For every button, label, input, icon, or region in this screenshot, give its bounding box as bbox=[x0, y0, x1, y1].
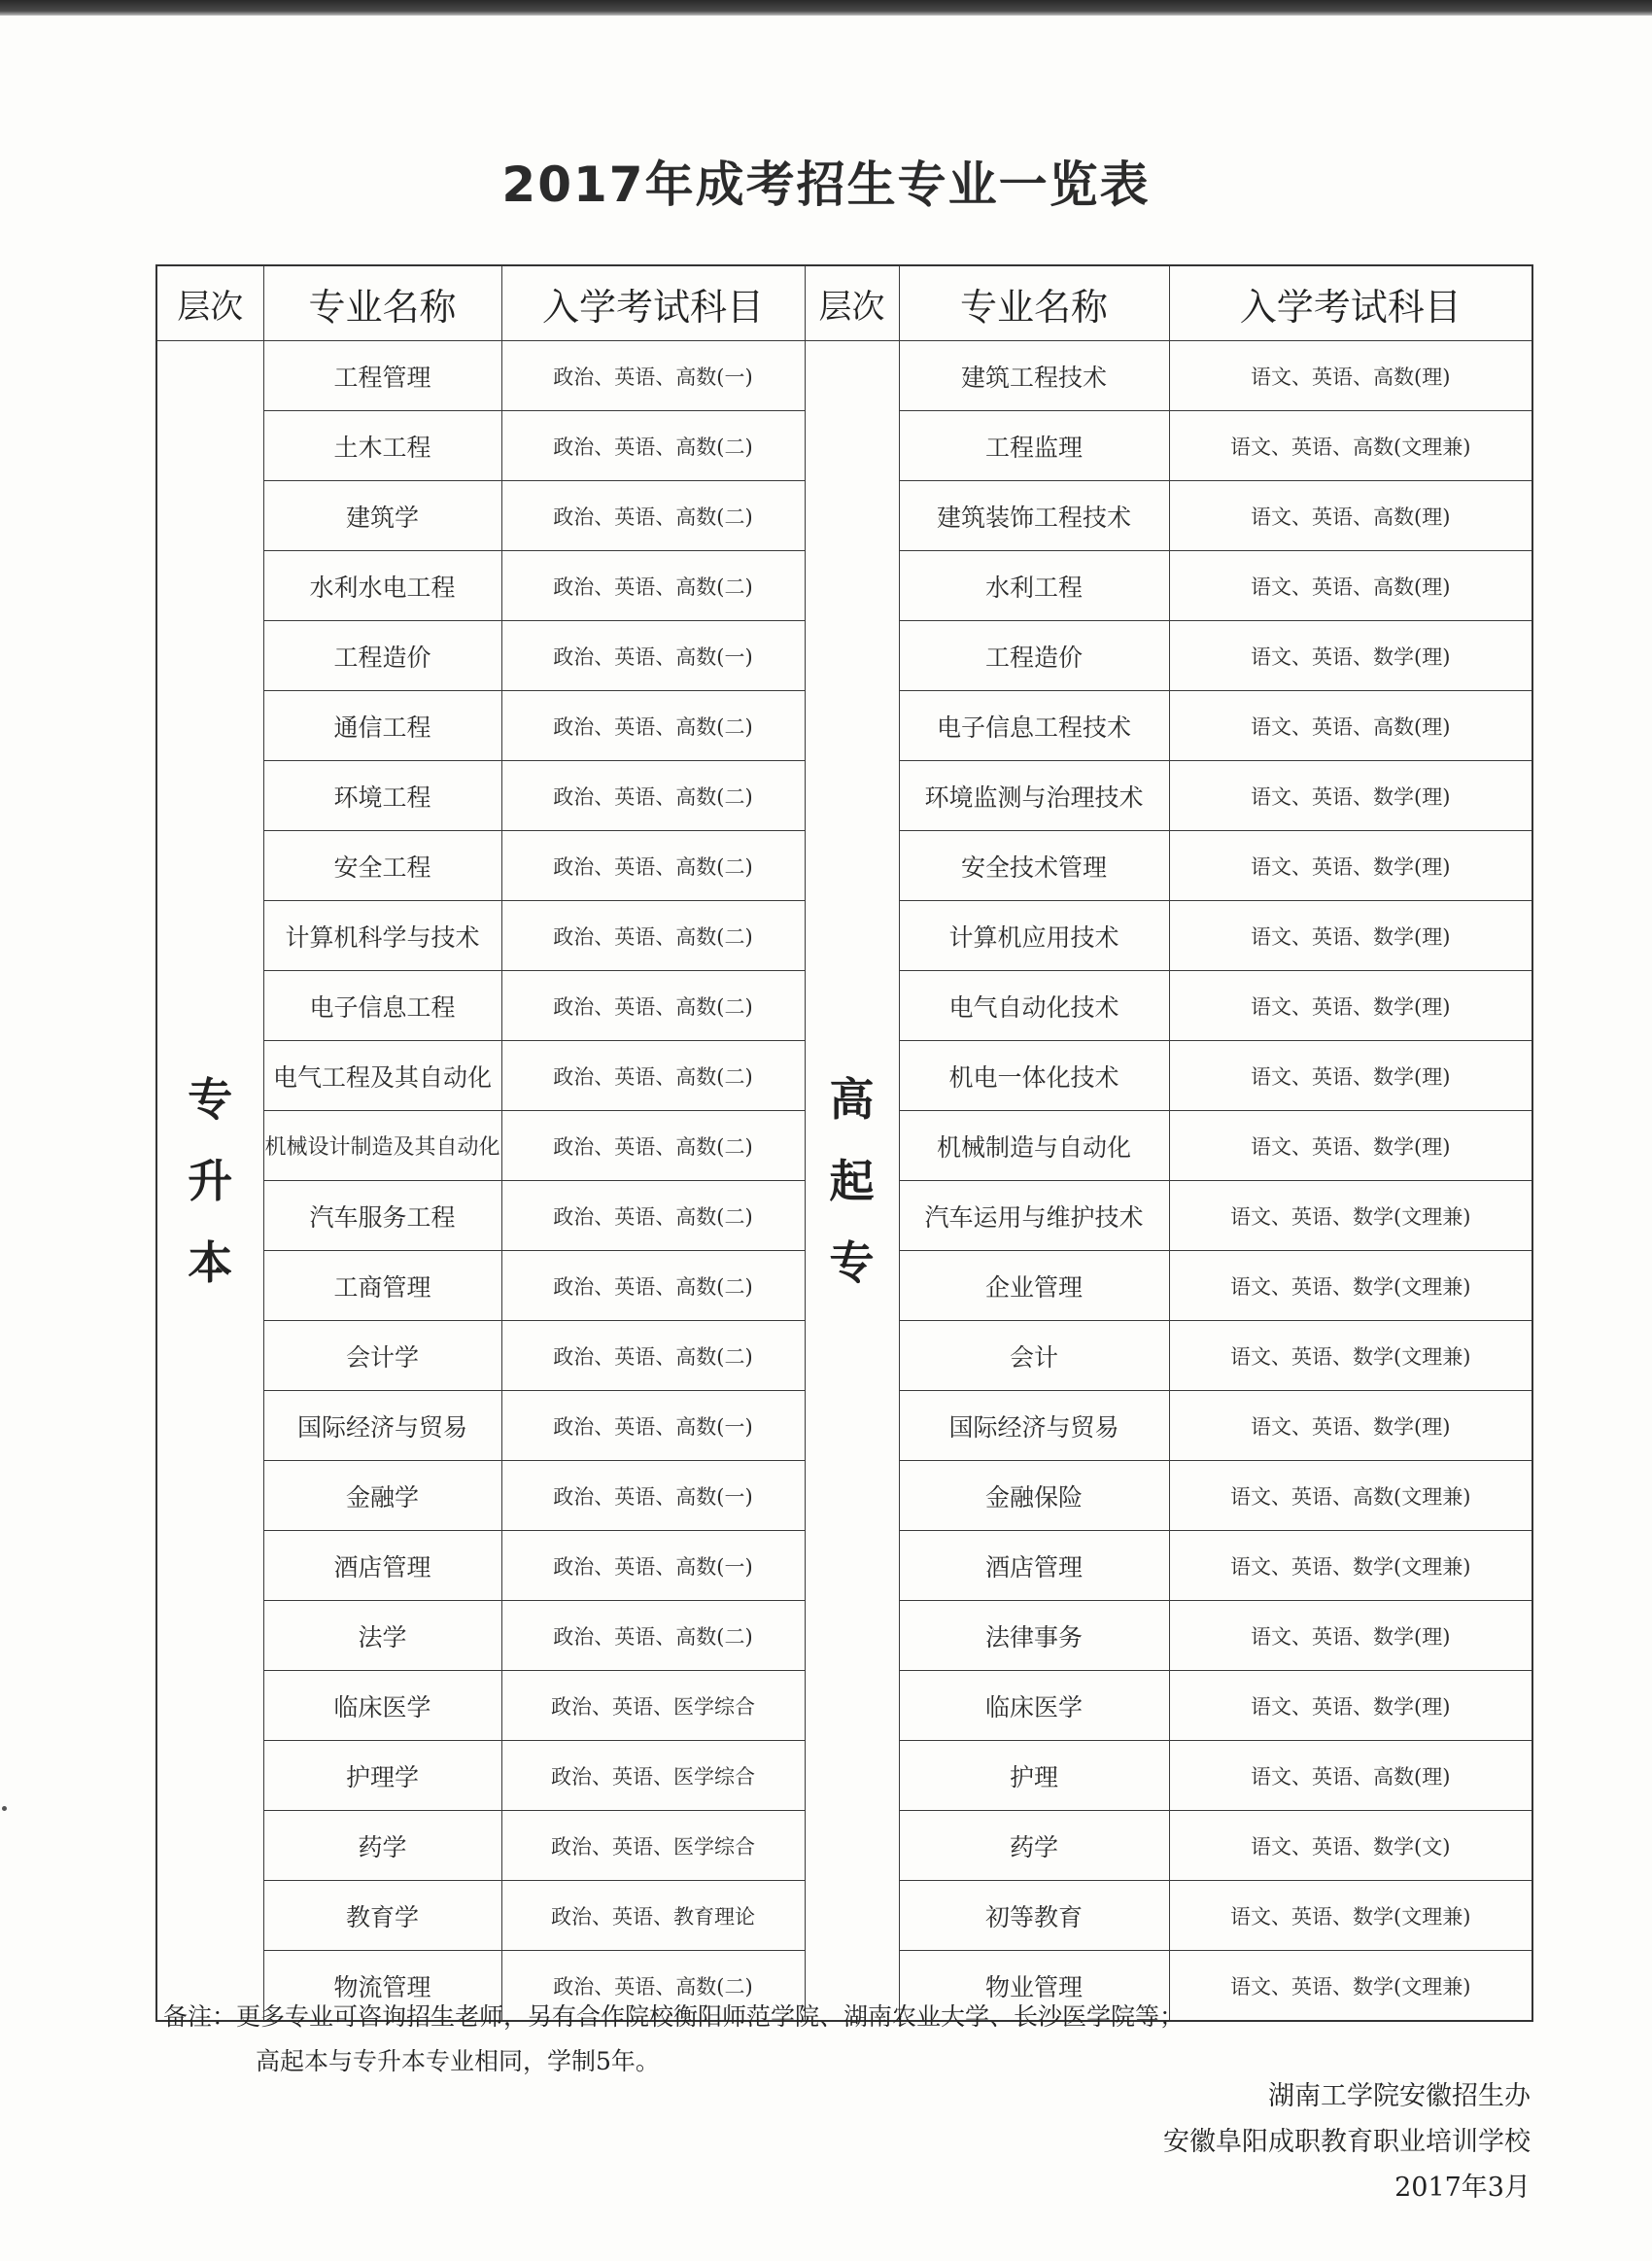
major-name-left: 护理学 bbox=[263, 1741, 501, 1811]
major-name-left: 通信工程 bbox=[263, 691, 501, 761]
exam-subjects-left: 政治、英语、高数(二) bbox=[501, 1111, 805, 1181]
major-name-right: 汽车运用与维护技术 bbox=[899, 1181, 1169, 1251]
level-left bbox=[156, 341, 263, 2022]
major-name-right: 法律事务 bbox=[899, 1601, 1169, 1671]
level-left-char: 专 bbox=[188, 1072, 233, 1126]
major-name-right: 机械制造与自动化 bbox=[899, 1111, 1169, 1181]
header-major-right: 专业名称 bbox=[899, 265, 1169, 341]
level-right-char: 起 bbox=[829, 1154, 875, 1207]
signature-block bbox=[1163, 2073, 1531, 2210]
major-name-left: 教育学 bbox=[263, 1881, 501, 1951]
major-name-right: 建筑装饰工程技术 bbox=[899, 481, 1169, 551]
exam-subjects-left: 政治、英语、医学综合 bbox=[501, 1671, 805, 1741]
major-name-right: 机电一体化技术 bbox=[899, 1041, 1169, 1111]
major-name-right: 环境监测与治理技术 bbox=[899, 761, 1169, 831]
exam-subjects-right: 语文、英语、数学(理) bbox=[1169, 1041, 1532, 1111]
exam-subjects-right: 语文、英语、高数(文理兼) bbox=[1169, 411, 1532, 481]
exam-subjects-right: 语文、英语、高数(文理兼) bbox=[1169, 1461, 1532, 1531]
major-name-right: 酒店管理 bbox=[899, 1531, 1169, 1601]
major-name-left: 临床医学 bbox=[263, 1671, 501, 1741]
major-name-left: 环境工程 bbox=[263, 761, 501, 831]
exam-subjects-right: 语文、英语、数学(理) bbox=[1169, 621, 1532, 691]
exam-subjects-left: 政治、英语、高数(二) bbox=[501, 551, 805, 621]
major-name-left: 电子信息工程 bbox=[263, 971, 501, 1041]
signature-date: 2017年3月 bbox=[1394, 2173, 1531, 2203]
signature-org-1: 湖南工学院安徽招生办 bbox=[1268, 2081, 1531, 2111]
remarks-line-2: 高起本与专升本专业相同，学制5年。 bbox=[256, 2047, 660, 2075]
header-subject-right: 入学考试科目 bbox=[1169, 265, 1532, 341]
level-left-char: 升 bbox=[188, 1154, 233, 1207]
exam-subjects-left: 政治、英语、高数(二) bbox=[501, 1181, 805, 1251]
exam-subjects-left: 政治、英语、高数(二) bbox=[501, 1601, 805, 1671]
major-name-right: 建筑工程技术 bbox=[899, 341, 1169, 411]
major-name-right: 工程造价 bbox=[899, 621, 1169, 691]
exam-subjects-right: 语文、英语、数学(文理兼) bbox=[1169, 1251, 1532, 1321]
exam-subjects-right: 语文、英语、高数(理) bbox=[1169, 341, 1532, 411]
major-name-right: 计算机应用技术 bbox=[899, 901, 1169, 971]
level-left-char: 本 bbox=[188, 1235, 233, 1289]
major-name-right: 水利工程 bbox=[899, 551, 1169, 621]
exam-subjects-right: 语文、英语、高数(理) bbox=[1169, 481, 1532, 551]
exam-subjects-left: 政治、英语、高数(二) bbox=[501, 831, 805, 901]
major-name-left: 物流管理 bbox=[263, 1951, 501, 2022]
major-name-right: 临床医学 bbox=[899, 1671, 1169, 1741]
scan-edge bbox=[0, 0, 1652, 16]
major-name-left: 酒店管理 bbox=[263, 1531, 501, 1601]
exam-subjects-right: 语文、英语、数学(文理兼) bbox=[1169, 1531, 1532, 1601]
majors-table-wrap bbox=[155, 264, 1532, 2001]
exam-subjects-right: 语文、英语、数学(理) bbox=[1169, 1671, 1532, 1741]
exam-subjects-left: 政治、英语、高数(二) bbox=[501, 1041, 805, 1111]
exam-subjects-left: 政治、英语、高数(二) bbox=[501, 411, 805, 481]
major-name-right: 电气自动化技术 bbox=[899, 971, 1169, 1041]
exam-subjects-right: 语文、英语、数学(文理兼) bbox=[1169, 1951, 1532, 2022]
exam-subjects-left: 政治、英语、高数(二) bbox=[501, 481, 805, 551]
exam-subjects-left: 政治、英语、高数(一) bbox=[501, 1391, 805, 1461]
major-name-right: 工程监理 bbox=[899, 411, 1169, 481]
major-name-left: 建筑学 bbox=[263, 481, 501, 551]
major-name-left: 土木工程 bbox=[263, 411, 501, 481]
header-major-left: 专业名称 bbox=[263, 265, 501, 341]
table-row bbox=[156, 341, 1532, 411]
exam-subjects-left: 政治、英语、高数(二) bbox=[501, 1951, 805, 2022]
page-title: 2017年成考招生专业一览表 bbox=[501, 157, 1151, 213]
exam-subjects-left: 政治、英语、教育理论 bbox=[501, 1881, 805, 1951]
majors-table bbox=[155, 264, 1533, 2022]
major-name-left: 金融学 bbox=[263, 1461, 501, 1531]
major-name-right: 会计 bbox=[899, 1321, 1169, 1391]
exam-subjects-right: 语文、英语、数学(文理兼) bbox=[1169, 1181, 1532, 1251]
exam-subjects-left: 政治、英语、医学综合 bbox=[501, 1741, 805, 1811]
exam-subjects-right: 语文、英语、高数(理) bbox=[1169, 551, 1532, 621]
exam-subjects-right: 语文、英语、数学(文理兼) bbox=[1169, 1321, 1532, 1391]
major-name-left: 国际经济与贸易 bbox=[263, 1391, 501, 1461]
major-name-left: 药学 bbox=[263, 1811, 501, 1881]
header-level-left: 层次 bbox=[156, 265, 263, 341]
header-subject-left: 入学考试科目 bbox=[501, 265, 805, 341]
major-name-right: 安全技术管理 bbox=[899, 831, 1169, 901]
exam-subjects-left: 政治、英语、高数(一) bbox=[501, 1461, 805, 1531]
exam-subjects-left: 政治、英语、高数(二) bbox=[501, 761, 805, 831]
exam-subjects-left: 政治、英语、医学综合 bbox=[501, 1811, 805, 1881]
exam-subjects-right: 语文、英语、高数(理) bbox=[1169, 1741, 1532, 1811]
major-name-right: 国际经济与贸易 bbox=[899, 1391, 1169, 1461]
exam-subjects-right: 语文、英语、数学(理) bbox=[1169, 1111, 1532, 1181]
major-name-left: 机械设计制造及其自动化 bbox=[263, 1111, 501, 1181]
major-name-right: 初等教育 bbox=[899, 1881, 1169, 1951]
major-name-left: 安全工程 bbox=[263, 831, 501, 901]
remarks bbox=[163, 1995, 1184, 2084]
major-name-right: 金融保险 bbox=[899, 1461, 1169, 1531]
exam-subjects-left: 政治、英语、高数(二) bbox=[501, 901, 805, 971]
exam-subjects-right: 语文、英语、数学(文) bbox=[1169, 1811, 1532, 1881]
exam-subjects-left: 政治、英语、高数(二) bbox=[501, 971, 805, 1041]
exam-subjects-right: 语文、英语、数学(理) bbox=[1169, 1601, 1532, 1671]
scan-speck bbox=[2, 1806, 7, 1811]
exam-subjects-right: 语文、英语、高数(理) bbox=[1169, 691, 1532, 761]
exam-subjects-right: 语文、英语、数学(理) bbox=[1169, 761, 1532, 831]
exam-subjects-left: 政治、英语、高数(二) bbox=[501, 1251, 805, 1321]
exam-subjects-right: 语文、英语、数学(理) bbox=[1169, 1391, 1532, 1461]
exam-subjects-right: 语文、英语、数学(理) bbox=[1169, 971, 1532, 1041]
level-right bbox=[805, 341, 899, 2022]
major-name-left: 水利水电工程 bbox=[263, 551, 501, 621]
major-name-left: 会计学 bbox=[263, 1321, 501, 1391]
table-body bbox=[156, 341, 1532, 2022]
major-name-right: 药学 bbox=[899, 1811, 1169, 1881]
major-name-right: 护理 bbox=[899, 1741, 1169, 1811]
major-name-left: 工商管理 bbox=[263, 1251, 501, 1321]
exam-subjects-right: 语文、英语、数学(理) bbox=[1169, 831, 1532, 901]
major-name-left: 法学 bbox=[263, 1601, 501, 1671]
exam-subjects-left: 政治、英语、高数(二) bbox=[501, 691, 805, 761]
signature-org-2: 安徽阜阳成职教育职业培训学校 bbox=[1163, 2127, 1531, 2157]
exam-subjects-right: 语文、英语、数学(文理兼) bbox=[1169, 1881, 1532, 1951]
major-name-left: 工程造价 bbox=[263, 621, 501, 691]
major-name-right: 电子信息工程技术 bbox=[899, 691, 1169, 761]
major-name-right: 企业管理 bbox=[899, 1251, 1169, 1321]
exam-subjects-left: 政治、英语、高数(一) bbox=[501, 1531, 805, 1601]
major-name-left: 电气工程及其自动化 bbox=[263, 1041, 501, 1111]
remarks-line-1: 备注：更多专业可咨询招生老师，另有合作院校衡阳师范学院、湖南农业大学、长沙医学院等； bbox=[163, 2002, 1185, 2031]
level-right-char: 专 bbox=[829, 1235, 875, 1289]
major-name-left: 计算机科学与技术 bbox=[263, 901, 501, 971]
exam-subjects-left: 政治、英语、高数(一) bbox=[501, 621, 805, 691]
level-right-char: 高 bbox=[829, 1072, 875, 1126]
exam-subjects-left: 政治、英语、高数(二) bbox=[501, 1321, 805, 1391]
exam-subjects-left: 政治、英语、高数(一) bbox=[501, 341, 805, 411]
header-level-right: 层次 bbox=[805, 265, 899, 341]
table-header-row bbox=[156, 265, 1532, 341]
major-name-left: 汽车服务工程 bbox=[263, 1181, 501, 1251]
exam-subjects-right: 语文、英语、数学(理) bbox=[1169, 901, 1532, 971]
major-name-right: 物业管理 bbox=[899, 1951, 1169, 2022]
major-name-left: 工程管理 bbox=[263, 341, 501, 411]
